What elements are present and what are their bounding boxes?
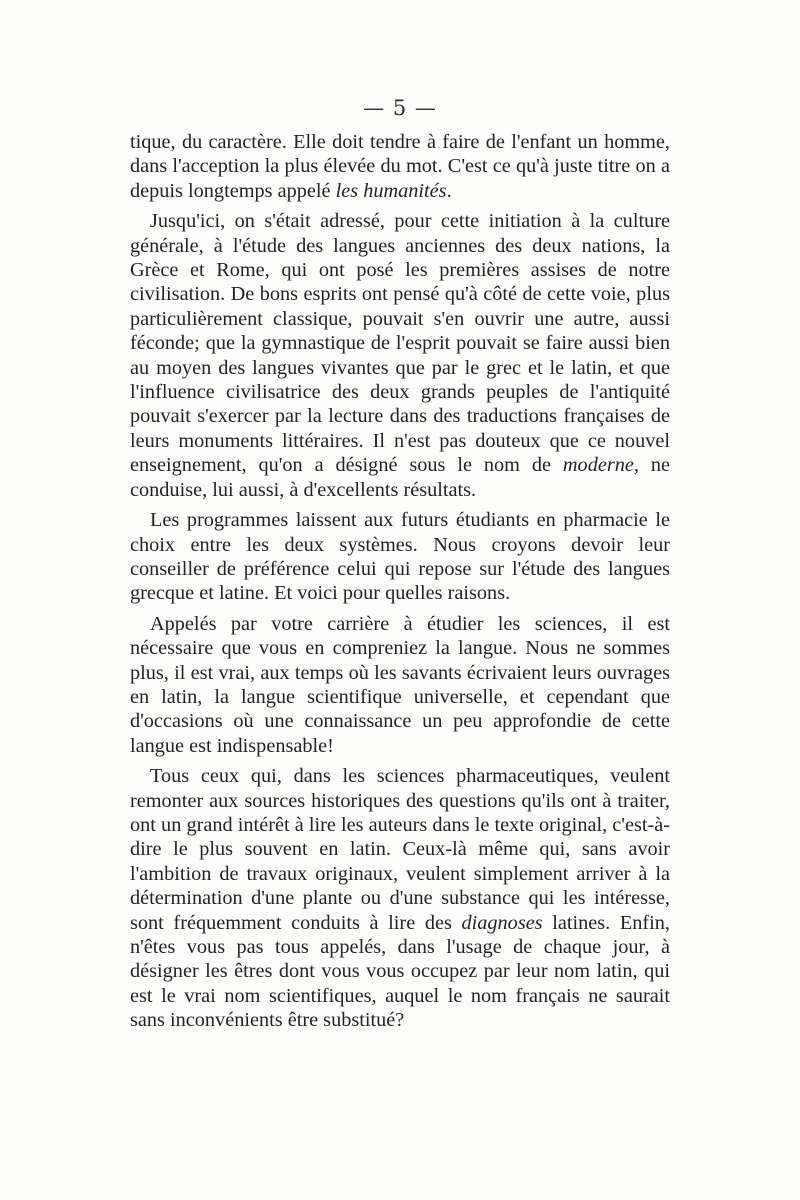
text-span: Jusqu'ici, on s'était adressé, pour cette initiation à la culture générale, à l'étude des langues anciennes des deux nations, la Grèce et Rome, qui ont posé les premières assises de notre civilisation. De bons esprits ont pensé qu'à côté de cette voie, plus particulièrement classique, pouvait s'en ouvrir une autre, aussi féconde; que la gymnastique de l'esprit pouvait se faire aussi bien au moyen des langues vivantes que par le grec et le latin, et que l'influence civilisatrice des deux grands peuples de l'antiquité pouvait s'exercer par la lecture dans des traductions françaises de leurs monuments littéraires. Il n'est pas douteux que ce nouvel enseignement, qu'on a désigné sous le nom de	[130, 210, 670, 477]
italic-text: diagnoses	[461, 911, 543, 934]
text-span: Appelés par votre carrière à étudier les sciences, il est nécessaire que vous en compreniez la langue. Nous ne sommes plus, il est vrai, aux temps où les savants écrivaient leurs ouvrages en latin, la langue scientifique universelle, et cependant que d'occasions où une connaissance un peu approfondie de cette langue est indispensable!	[130, 612, 670, 757]
text-span: , ne conduise, lui aussi, à d'excellents résultats.	[130, 454, 670, 501]
paragraph	[130, 612, 670, 758]
text-span: latines. Enfin, n'êtes vous pas tous appelés, dans l'usage de chaque jour, à désigner les êtres dont vous vous occupez par leur nom latin, qui est le vrai nom scientifiques, auquel le nom français ne saurait sans inconvénients être substitué?	[130, 911, 671, 1032]
italic-text: les humanités	[335, 179, 447, 202]
page-number: — 5 —	[363, 96, 437, 120]
italic-text: moderne	[562, 454, 634, 477]
text-span: Les programmes laissent aux futurs étudiants en pharmacie le choix entre les deux systèmes. Nous croyons devoir leur conseiller de préférence celui qui repose sur l'étude des langues grecque et latine. Et voici pour quelles raisons.	[130, 509, 670, 605]
text-span: .	[446, 179, 452, 202]
paragraph	[130, 508, 670, 606]
text-span: Tous ceux qui, dans les sciences pharmaceutiques, veulent remonter aux sources historiques des questions qu'ils ont à traiter, ont un grand intérêt à lire les auteurs dans le texte original, c'est-à-dire le plus souvent en latin. Ceux-là même qui, sans avoir l'ambition de travaux originaux, veulent simplement arriver à la détermination d'une plante ou d'une substance qui les intéresse, sont fréquemment conduits à lire des	[130, 765, 670, 934]
text-span: tique, du caractère. Elle doit tendre à faire de l'enfant un homme, dans l'acception la plus élevée du mot. C'est ce qu'à juste titre on a depuis longtemps appelé	[130, 131, 670, 202]
paragraph	[130, 209, 670, 502]
paragraph	[130, 130, 670, 203]
body-text	[130, 130, 670, 1033]
paragraph	[130, 764, 670, 1032]
